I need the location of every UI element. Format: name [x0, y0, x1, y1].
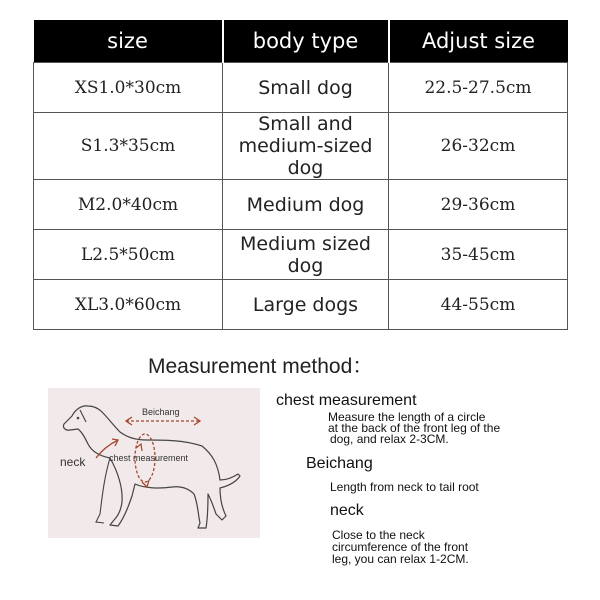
body-type-text: Medium sized dog	[240, 232, 371, 277]
beichang-text: Length from neck to tail root	[330, 480, 479, 494]
table-row	[34, 113, 568, 180]
diagram-chest-label: chest measurement	[109, 453, 189, 463]
chest-measurement-text	[328, 412, 500, 445]
body-type-cell	[223, 63, 389, 113]
size-cell: XL3.0*60cm	[34, 280, 223, 330]
body-type-text: Medium dog	[246, 193, 365, 216]
neck-heading: neck	[330, 502, 364, 519]
diagram-neck-label: neck	[60, 455, 86, 469]
size-cell: S1.3*35cm	[34, 113, 223, 180]
body-type-cell	[223, 113, 389, 180]
chest-text-line: dog, and relax 2-3CM.	[330, 432, 449, 446]
size-cell: XS1.0*30cm	[34, 63, 223, 113]
size-cell: L2.5*50cm	[34, 230, 223, 280]
chest-text-line: Measure the length of a circle	[328, 410, 486, 424]
body-type-text: Small dog	[258, 76, 353, 99]
beichang-arrow	[126, 417, 200, 425]
header-adjust-size: Adjust size	[389, 20, 568, 63]
neck-text-line: circumference of the front	[332, 540, 469, 554]
adjust-size-cell: 35-45cm	[389, 230, 568, 280]
body-type-text: Small and medium-sized dog	[238, 113, 373, 179]
header-size: size	[34, 20, 223, 63]
neck-text-line: Close to the neck	[332, 528, 425, 542]
table-row	[34, 63, 568, 113]
dog-outline	[63, 406, 240, 528]
body-type-cell	[223, 280, 389, 330]
dog-measurement-diagram	[48, 388, 260, 538]
chest-text-line: at the back of the front leg of the	[328, 421, 501, 435]
diagram-beichang-label: Beichang	[142, 407, 180, 417]
measurement-method-title: Measurement method：	[148, 355, 374, 378]
body-type-cell	[223, 230, 389, 280]
table-row	[34, 230, 568, 280]
body-type-text: Large dogs	[252, 293, 359, 316]
size-table	[33, 20, 568, 330]
body-type-cell	[223, 180, 389, 230]
beichang-heading: Beichang	[306, 455, 373, 472]
adjust-size-cell: 22.5-27.5cm	[389, 63, 568, 113]
neck-text	[332, 529, 469, 565]
neck-text-line: leg, you can relax 1-2CM.	[332, 552, 469, 566]
header-body-type: body type	[223, 20, 389, 63]
table-header-row	[34, 20, 568, 63]
size-cell: M2.0*40cm	[34, 180, 223, 230]
adjust-size-cell: 29-36cm	[389, 180, 568, 230]
adjust-size-cell: 44-55cm	[389, 280, 568, 330]
table-row	[34, 180, 568, 230]
table-row	[34, 280, 568, 330]
adjust-size-cell: 26-32cm	[389, 113, 568, 180]
chest-measurement-heading: chest measurement	[276, 392, 417, 409]
